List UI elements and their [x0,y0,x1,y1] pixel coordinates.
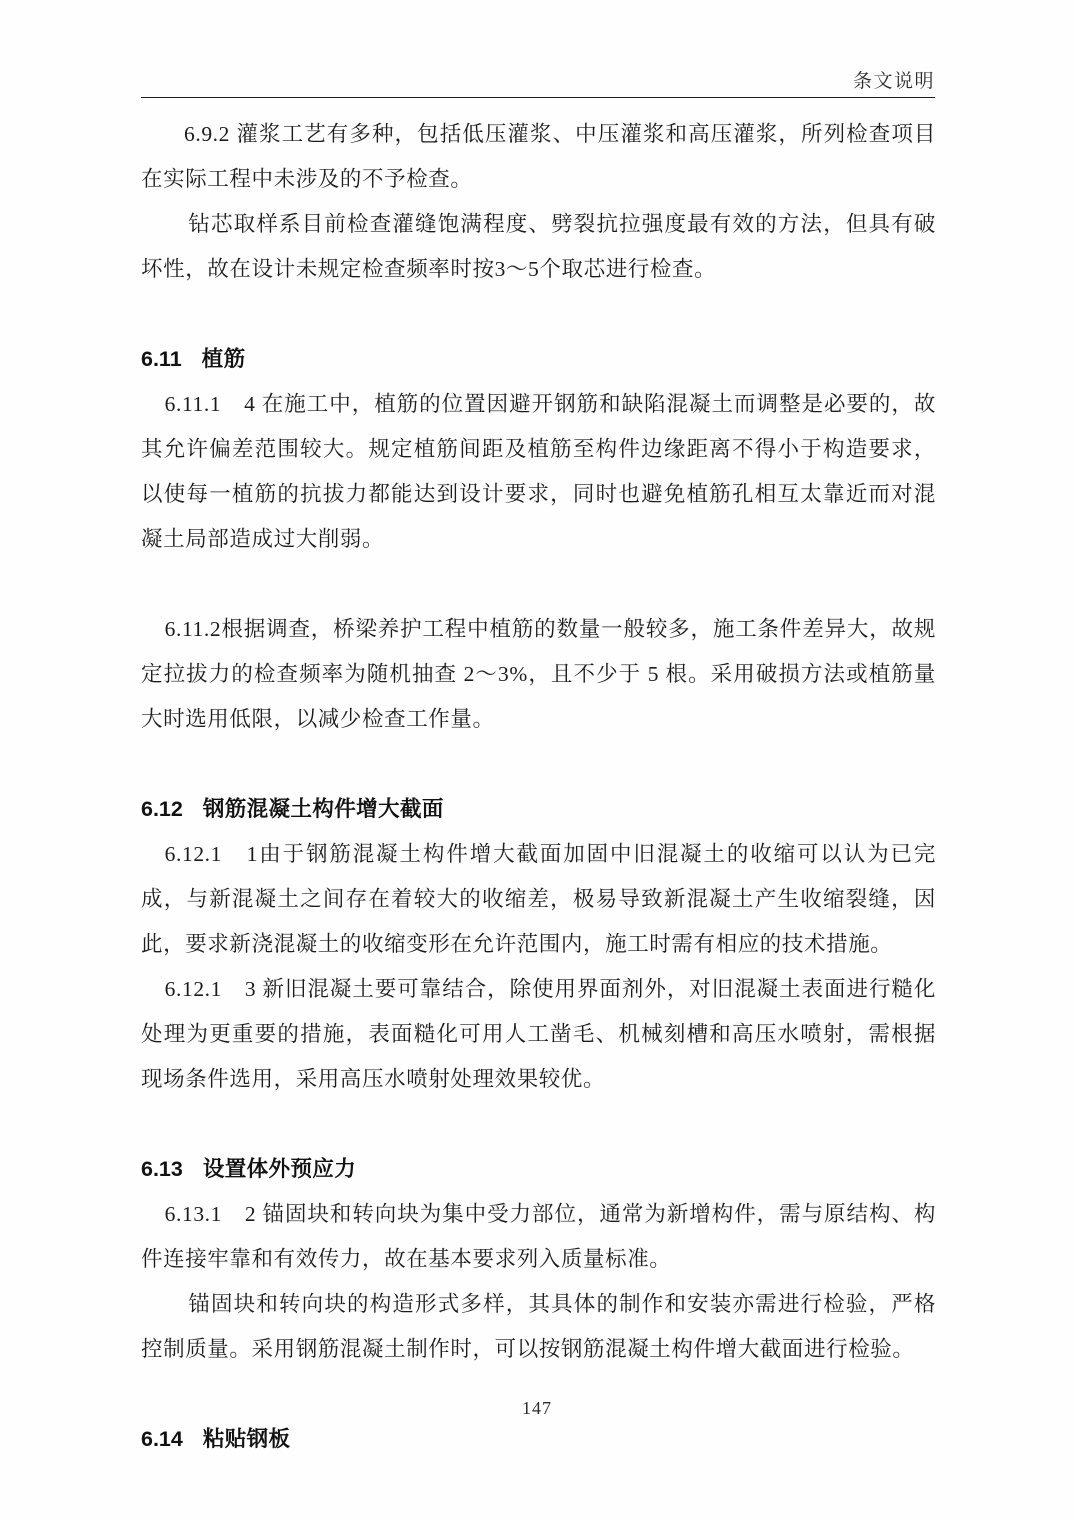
spacer [141,562,936,607]
heading-6-11 [141,337,936,382]
heading-6-13 [141,1147,936,1192]
heading-6-14 [141,1417,936,1462]
paragraph-6-12-1-b: 6.12.1 3 新旧混凝土要可靠结合，除使用界面剂外，对旧混凝土表面进行糙化处理为更重要的措施，表面糙化可用人工凿毛、机械刻槽和高压水喷射，需根据现场条件选用，采用高压水喷射处理效果较优。 [141,977,936,1091]
paragraph-anchor-block: 锚固块和转向块的构造形式多样，其具体的制作和安装亦需进行检验，严格控制质量。采用钢筋混凝土制作时，可以按钢筋混凝土构件增大截面进行检验。 [141,1292,936,1361]
paragraph-6-9-2: 6.9.2 灌浆工艺有多种，包括低压灌浆、中压灌浆和高压灌浆，所列检查项目在实际工程中未涉及的不予检查。 [141,122,936,191]
page-body [141,112,936,1462]
heading-6-12 [141,787,936,832]
paragraph-6-11-1: 6.11.1 4 在施工中，植筋的位置因避开钢筋和缺陷混凝土而调整是必要的，故其允许偏差范围较大。规定植筋间距及植筋至构件边缘距离不得小于构造要求，以使每一植筋的抗拔力都能达到设计要求，同时也避免植筋孔相互太靠近而对混凝土局部造成过大削弱。 [141,392,936,551]
page-number: 147 [522,1398,552,1418]
spacer [141,742,936,787]
page-header [141,62,935,98]
heading-6-12-title: 钢筋混凝土构件增大截面 [202,797,444,821]
heading-6-14-number: 6.14 [141,1427,183,1451]
paragraph-6-12-1-a: 6.12.1 1由于钢筋混凝土构件增大截面加固中旧混凝土的收缩可以认为已完成，与新混凝土之间存在着较大的收缩差，极易导致新混凝土产生收缩裂缝，因此，要求新浇混凝土的收缩变形在允许范围内，施工时需有相应的技术措施。 [141,842,936,956]
page-footer [0,1398,1074,1419]
heading-6-13-title: 设置体外预应力 [202,1157,357,1181]
paragraph-6-13-1: 6.13.1 2 锚固块和转向块为集中受力部位，通常为新增构件，需与原结构、构件连接牢靠和有效传力，故在基本要求列入质量标准。 [141,1202,936,1271]
spacer [141,292,936,337]
spacer [141,1102,936,1147]
heading-6-12-number: 6.12 [141,797,183,821]
heading-6-14-title: 粘贴钢板 [202,1427,291,1451]
heading-6-11-title: 植筋 [201,347,246,371]
paragraph-core-sampling: 钻芯取样系目前检查灌缝饱满程度、劈裂抗拉强度最有效的方法，但具有破坏性，故在设计未规定检查频率时按3～5个取芯进行检查。 [141,212,936,281]
heading-6-11-number: 6.11 [141,347,182,371]
paragraph-6-11-2: 6.11.2根据调查，桥梁养护工程中植筋的数量一般较多，施工条件差异大，故规定拉拔力的检查频率为随机抽查 2～3%，且不少于 5 根。采用破损方法或植筋量大时选用低限，以减少检查工作量。 [141,617,936,731]
heading-6-13-number: 6.13 [141,1157,183,1181]
header-title: 条文说明 [852,71,935,92]
